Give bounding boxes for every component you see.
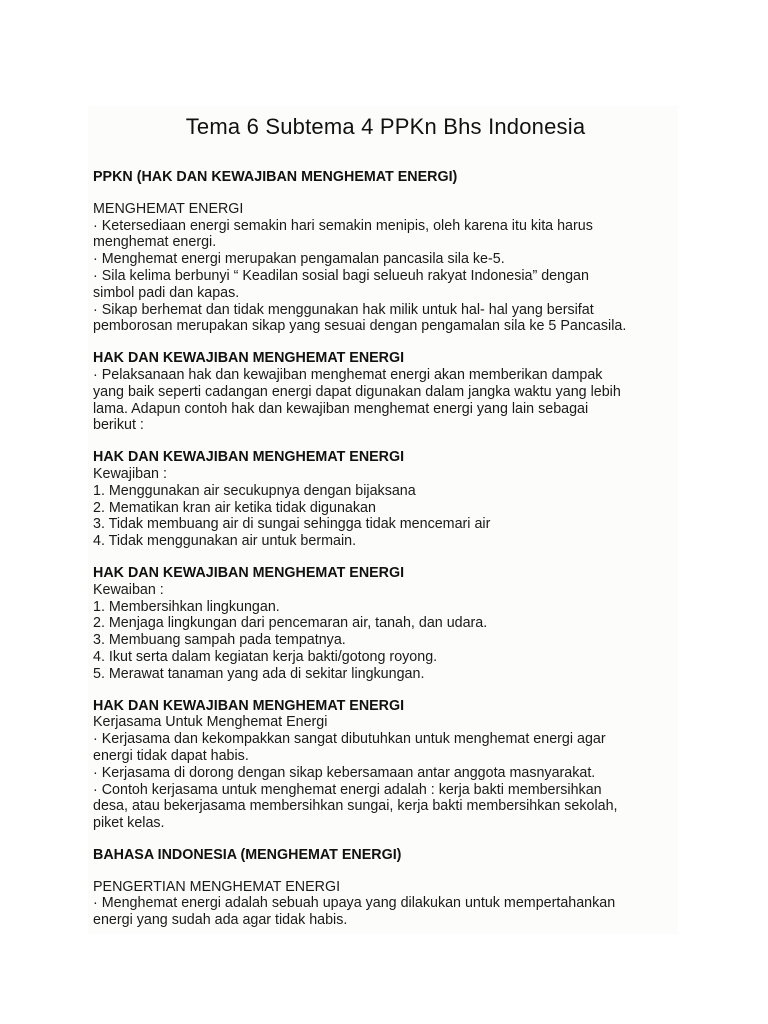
section-heading: PPKN (HAK DAN KEWAJIBAN MENGHEMAT ENERGI) [93, 169, 458, 185]
paragraph-line: piket kelas. [93, 815, 165, 832]
paragraph-line: · Kerjasama dan kekompakkan sangat dibutuhkan untuk menghemat energi agar [93, 731, 606, 748]
list-item: 2. Mematikan kran air ketika tidak digunakan [93, 499, 376, 516]
paragraph-line: · Contoh kerjasama untuk menghemat energi adalah : kerja bakti membersihkan [93, 781, 602, 798]
list-item: 4. Tidak menggunakan air untuk bermain. [93, 533, 357, 550]
section-bahasa-indonesia [93, 847, 678, 929]
section-hak-kewajiban-2 [93, 449, 678, 550]
paragraph-line: yang baik seperti cadangan energi dapat digunakan dalam jangka waktu yang lebih [93, 383, 621, 400]
paragraph-line: pemborosan merupakan sikap yang sesuai dengan pengamalan sila ke 5 Pancasila. [93, 318, 627, 335]
list-item: 5. Merawat tanaman yang ada di sekitar lingkungan. [93, 665, 425, 682]
section-hak-kewajiban-1 [93, 350, 678, 434]
section-subheading: PENGERTIAN MENGHEMAT ENERGI [93, 878, 341, 895]
paragraph-line: lama. Adapun contoh hak dan kewajiban menghemat energi yang lain sebagai [93, 400, 589, 417]
paragraph-line: energi tidak dapat habis. [93, 747, 249, 764]
paragraph-line: energi yang sudah ada agar tidak habis. [93, 912, 348, 929]
section-heading: HAK DAN KEWAJIBAN MENGHEMAT ENERGI [93, 697, 405, 714]
list-item: 3. Membuang sampah pada tempatnya. [93, 632, 346, 649]
paragraph-line: menghemat energi. [93, 234, 217, 251]
section-heading: HAK DAN KEWAJIBAN MENGHEMAT ENERGI [93, 449, 405, 466]
paragraph-line: berikut : [93, 417, 144, 434]
section-subheading: MENGHEMAT ENERGI [93, 200, 244, 217]
paragraph-line: Kewajiban : [93, 465, 167, 482]
paragraph-line: Kerjasama Untuk Menghemat Energi [93, 714, 328, 731]
paragraph-line: · Kerjasama di dorong dengan sikap kebersamaan antar anggota masnyarakat. [93, 764, 596, 781]
section-heading: HAK DAN KEWAJIBAN MENGHEMAT ENERGI [93, 350, 405, 367]
document-title: Tema 6 Subtema 4 PPKn Bhs Indonesia [185, 114, 586, 139]
list-item: 3. Tidak membuang air di sungai sehingga tidak mencemari air [93, 516, 491, 533]
paragraph-line: desa, atau bekerjasama membersihkan sungai, kerja bakti membersihkan sekolah, [93, 798, 618, 815]
paragraph-line: · Menghemat energi adalah sebuah upaya yang dilakukan untuk mempertahankan [93, 895, 616, 912]
list-item: 1. Membersihkan lingkungan. [93, 598, 280, 615]
list-item: 2. Menjaga lingkungan dari pencemaran air, tanah, dan udara. [93, 615, 488, 632]
paragraph-line: simbol padi dan kapas. [93, 284, 240, 301]
section-hak-kewajiban-4 [93, 698, 678, 832]
paragraph-line: · Menghemat energi merupakan pengamalan pancasila sila ke-5. [93, 251, 505, 268]
section-heading: HAK DAN KEWAJIBAN MENGHEMAT ENERGI [93, 564, 405, 581]
paragraph-line: · Ketersediaan energi semakin hari semakin menipis, oleh karena itu kita harus [93, 217, 593, 234]
document-content [88, 106, 678, 929]
section-heading: BAHASA INDONESIA (MENGHEMAT ENERGI) [93, 846, 402, 863]
section-hak-kewajiban-3 [93, 565, 678, 683]
paragraph-line: · Pelaksanaan hak dan kewajiban menghemat energi akan memberikan dampak [93, 366, 603, 383]
paragraph-line: Kewaiban : [93, 581, 164, 598]
section-ppkn [93, 169, 678, 335]
list-item: 4. Ikut serta dalam kegiatan kerja bakti/gotong royong. [93, 648, 438, 665]
paragraph-line: · Sila kelima berbunyi “ Keadilan sosial bagi selueuh rakyat Indonesia” dengan [93, 267, 589, 284]
document-page [88, 106, 678, 934]
paragraph-line: · Sikap berhemat dan tidak menggunakan hak milik untuk hal- hal yang bersifat [93, 301, 594, 318]
list-item: 1. Menggunakan air secukupnya dengan bijaksana [93, 482, 416, 499]
